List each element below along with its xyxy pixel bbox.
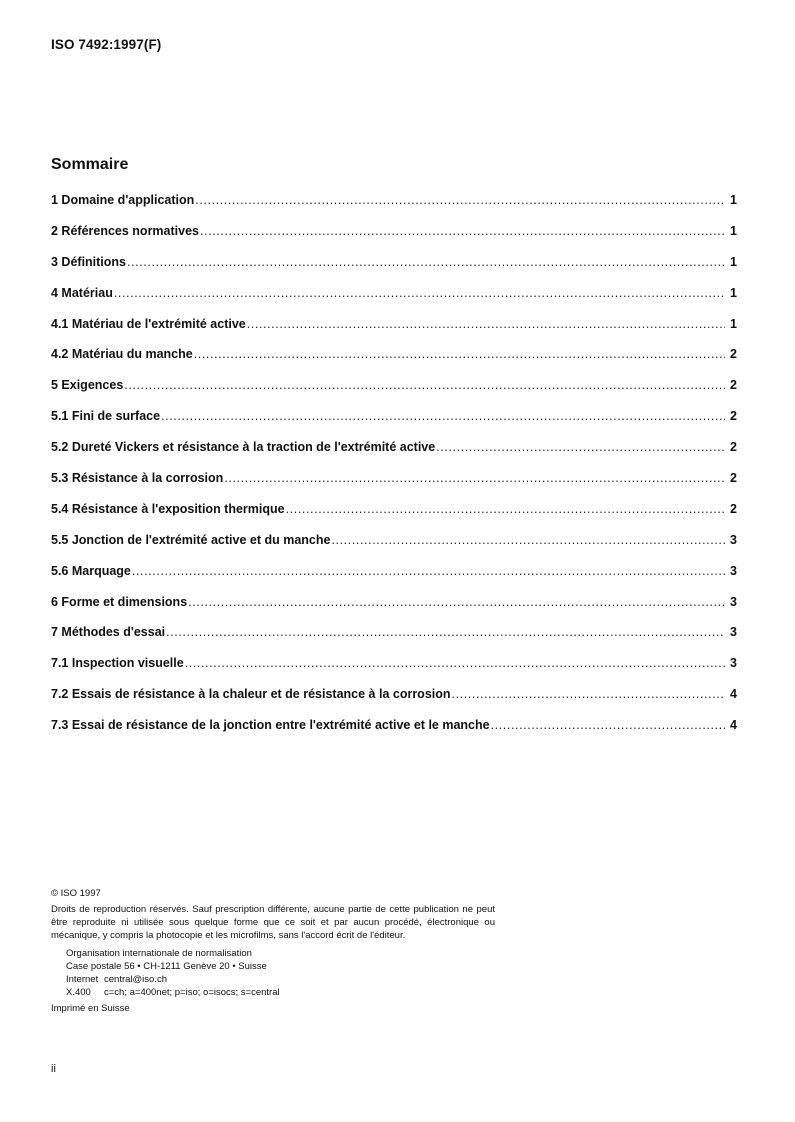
toc-leader-dots <box>195 193 725 207</box>
toc-entry-page: 2 <box>730 409 737 424</box>
toc-entry <box>51 409 737 440</box>
toc-leader-dots <box>436 440 725 454</box>
printed-in: Imprimé en Suisse <box>51 1003 130 1014</box>
toc-entry-label: 4.1 Matériau de l'extrémité active <box>51 316 246 331</box>
toc-entry-label: 7.3 Essai de résistance de la jonction entre l'extrémité active et le manche <box>51 718 490 733</box>
toc-leader-dots <box>224 471 725 485</box>
toc-entry-label: 6 Forme et dimensions <box>51 594 188 609</box>
toc-entry-label: 7.2 Essais de résistance à la chaleur et de résistance à la corrosion <box>51 687 451 702</box>
rights-statement: Droits de reproduction réservés. Sauf prescription différente, aucune partie de cette publication ne peut être reproduite ni utilisée sous quelque forme que ce soit et par aucun procédé, électronique ou mécanique, y compris la photocopie et les microfilms, sans l'accord écrit de l'éditeur. <box>51 904 495 941</box>
toc-leader-dots <box>127 255 725 269</box>
toc-leader-dots <box>331 533 725 547</box>
toc-entry-page: 2 <box>730 501 737 516</box>
publisher-address <box>66 947 495 999</box>
toc-leader-dots <box>452 687 725 701</box>
toc-entry <box>51 533 737 564</box>
document-id: ISO 7492:1997(F) <box>51 37 162 52</box>
toc-entry <box>51 625 737 656</box>
toc-entry-page: 3 <box>730 594 737 609</box>
toc-entry <box>51 224 737 255</box>
toc-entry-label: 2 Références normatives <box>51 223 199 238</box>
toc-entry-label: 4.2 Matériau du manche <box>51 347 193 362</box>
toc-entry <box>51 317 737 348</box>
toc-entry <box>51 255 737 286</box>
toc-entry-label: 5 Exigences <box>51 378 124 393</box>
toc-leader-dots <box>194 347 725 361</box>
internet-row <box>66 973 495 986</box>
toc-entry <box>51 193 737 224</box>
toc-entry-label: 7 Méthodes d'essai <box>51 625 166 640</box>
toc-entry-page: 1 <box>730 285 737 300</box>
toc-entry-page: 2 <box>730 471 737 486</box>
toc-entry <box>51 718 737 749</box>
toc-entry <box>51 347 737 378</box>
toc-entry-page: 2 <box>730 440 737 455</box>
toc-entry <box>51 502 737 533</box>
toc-entry <box>51 440 737 471</box>
copyright-block <box>51 887 495 1015</box>
toc-entry <box>51 378 737 409</box>
toc-entry-label: 4 Matériau <box>51 285 113 300</box>
organization-name: Organisation internationale de normalisation <box>66 948 252 959</box>
toc-entry-page: 1 <box>730 316 737 331</box>
toc-leader-dots <box>166 625 725 639</box>
toc-leader-dots <box>132 564 725 578</box>
x400-label: X.400 <box>66 987 91 998</box>
toc-leader-dots <box>286 502 725 516</box>
toc-entry-label: 5.1 Fini de surface <box>51 409 161 424</box>
toc-entry-page: 3 <box>730 656 737 671</box>
postal-address: Case postale 56 • CH-1211 Genève 20 • Suisse <box>66 961 267 972</box>
x400-row <box>66 986 495 999</box>
toc-entry-page: 1 <box>730 223 737 238</box>
toc-entry <box>51 564 737 595</box>
page-number: ii <box>51 1063 56 1075</box>
toc-entry-page: 1 <box>730 254 737 269</box>
toc-entry <box>51 687 737 718</box>
toc-entry-label: 5.5 Jonction de l'extrémité active et du manche <box>51 532 331 547</box>
toc-entry-label: 5.4 Résistance à l'exposition thermique <box>51 501 285 516</box>
x400-value: c=ch; a=400net; p=iso; o=isocs; s=central <box>104 987 280 998</box>
internet-value: central@iso.ch <box>104 974 167 985</box>
copyright-line: © ISO 1997 <box>51 888 101 899</box>
toc-entry-label: 5.3 Résistance à la corrosion <box>51 471 224 486</box>
toc-entry-page: 4 <box>730 718 737 733</box>
table-of-contents <box>51 193 737 749</box>
toc-entry <box>51 471 737 502</box>
toc-leader-dots <box>185 656 725 670</box>
toc-entry-page: 2 <box>730 347 737 362</box>
toc-entry-label: 3 Définitions <box>51 254 127 269</box>
toc-entry-page: 2 <box>730 378 737 393</box>
toc-leader-dots <box>491 718 725 732</box>
toc-leader-dots <box>200 224 725 238</box>
toc-entry <box>51 286 737 317</box>
toc-entry-label: 5.2 Dureté Vickers et résistance à la traction de l'extrémité active <box>51 440 436 455</box>
toc-entry-page: 1 <box>730 193 737 207</box>
toc-entry-page: 3 <box>730 563 737 578</box>
toc-entry-label: 5.6 Marquage <box>51 563 131 578</box>
toc-entry <box>51 656 737 687</box>
toc-leader-dots <box>188 595 725 609</box>
toc-leader-dots <box>114 286 725 300</box>
internet-label: Internet <box>66 974 99 985</box>
toc-entry-page: 4 <box>730 687 737 702</box>
toc-entry-page: 3 <box>730 625 737 640</box>
toc-entry <box>51 595 737 626</box>
toc-title: Sommaire <box>51 156 129 173</box>
toc-leader-dots <box>247 317 725 331</box>
toc-entry-label: 1 Domaine d'application <box>51 193 195 207</box>
toc-leader-dots <box>124 378 725 392</box>
toc-leader-dots <box>161 409 725 423</box>
toc-entry-label: 7.1 Inspection visuelle <box>51 656 184 671</box>
toc-entry-page: 3 <box>730 532 737 547</box>
